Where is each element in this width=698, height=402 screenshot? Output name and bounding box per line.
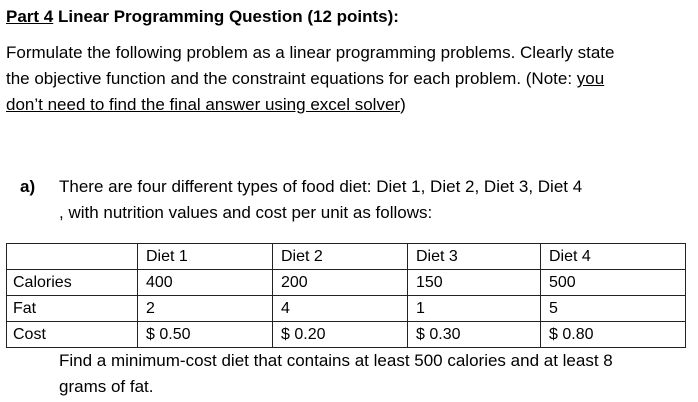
- table-cell: 1: [408, 296, 541, 322]
- question-line-1: There are four different types of food diet: Diet 1, Diet 2, Diet 3, Diet 4: [59, 177, 583, 196]
- table-cell: $ 0.30: [408, 322, 541, 348]
- instructions-line-2: [6, 66, 696, 92]
- table-row: [7, 270, 686, 296]
- table-row: [7, 296, 686, 322]
- table-header-cell: Diet 2: [273, 244, 408, 270]
- table-header-cell: Diet 1: [138, 244, 273, 270]
- note-underlined-start: you: [576, 69, 605, 88]
- table-header-cell: Diet 4: [541, 244, 686, 270]
- instructions-line-1: Formulate the following problem as a linear programming problems. Clearly state: [6, 43, 615, 62]
- row-label-calories: Calories: [7, 270, 138, 296]
- goal-line-1: Find a minimum-cost diet that contains at least 500 calories and at least 8: [59, 351, 613, 370]
- row-label-cost: Cost: [7, 322, 138, 348]
- note-close-paren: ): [400, 95, 406, 114]
- note-underlined-text: don’t need to find the final answer using excel solver: [6, 95, 401, 114]
- table-cell: 200: [273, 270, 408, 296]
- diet-nutrition-table: [6, 243, 686, 348]
- table-cell: 4: [273, 296, 408, 322]
- table-row: [7, 322, 686, 348]
- section-title: [6, 4, 399, 30]
- goal-line-2: grams of fat.: [59, 377, 154, 396]
- table-cell: 400: [138, 270, 273, 296]
- instructions-line-3: [6, 92, 696, 118]
- title-text: Linear Programming Question (12 points):: [53, 7, 399, 26]
- instructions-paragraph: [6, 40, 696, 118]
- table-cell: $ 0.80: [541, 322, 686, 348]
- instructions-line-2-text: the objective function and the constraint equations for each problem. (Note:: [6, 69, 577, 88]
- part-label: Part 4: [6, 7, 54, 26]
- question-text: [59, 174, 582, 226]
- table-header-cell: [7, 244, 138, 270]
- question-line-2: , with nutrition values and cost per unit as follows:: [59, 203, 433, 222]
- question-label: a): [20, 177, 36, 196]
- row-label-fat: Fat: [7, 296, 138, 322]
- table-cell: $ 0.50: [138, 322, 273, 348]
- problem-goal-text: [59, 348, 613, 400]
- table-header-row: [7, 244, 686, 270]
- table-cell: 150: [408, 270, 541, 296]
- table-cell: 500: [541, 270, 686, 296]
- table-cell: 2: [138, 296, 273, 322]
- table-cell: 5: [541, 296, 686, 322]
- table-header-cell: Diet 3: [408, 244, 541, 270]
- table-cell: $ 0.20: [273, 322, 408, 348]
